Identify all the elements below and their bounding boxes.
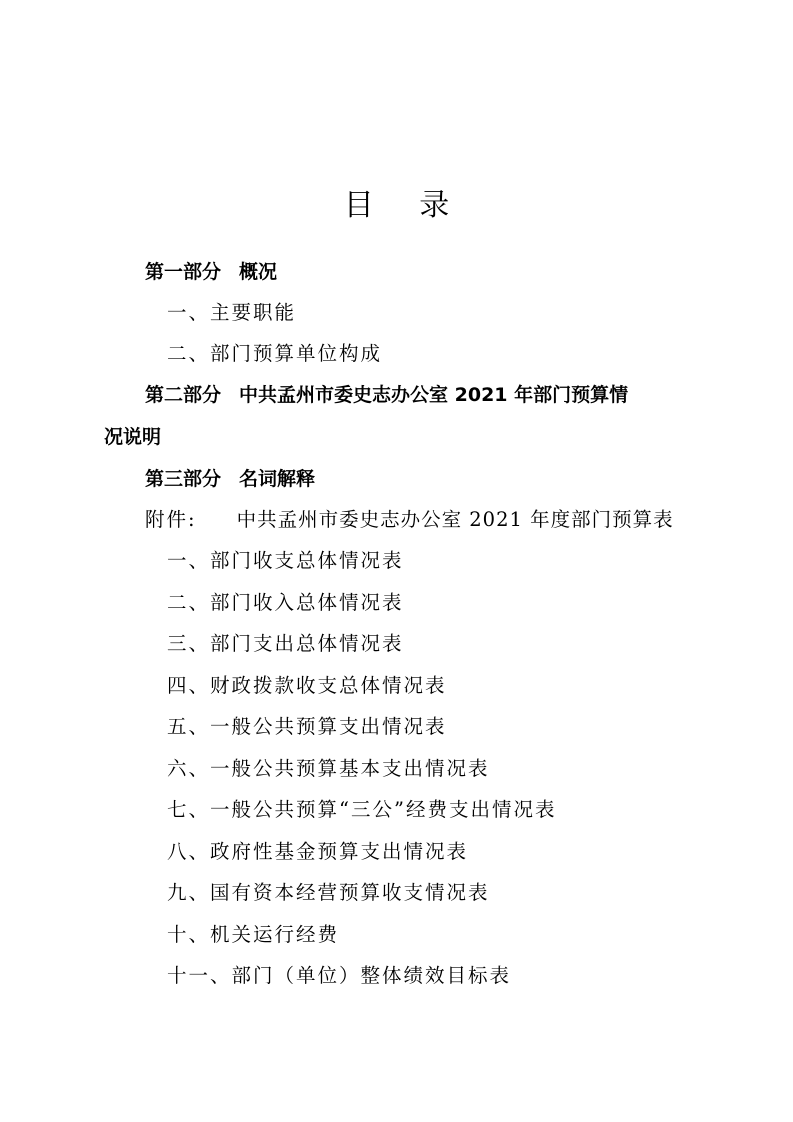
toc-part3-name: 名词解释 — [239, 468, 316, 490]
toc-appendix-item: 三、部门支出总体情况表 — [167, 632, 404, 655]
toc-appendix-item: 十、机关运行经费 — [167, 923, 340, 946]
toc-part1-name: 概况 — [239, 261, 278, 283]
toc-appendix-title: 中共孟州市委史志办公室 2021 年度部门预算表 — [236, 508, 674, 531]
toc-appendix-item: 八、政府性基金预算支出情况表 — [167, 840, 469, 863]
toc-appendix-item: 四、财政拨款收支总体情况表 — [167, 674, 447, 697]
toc-item: 二、部门预算单位构成 — [167, 342, 383, 365]
toc-appendix-item: 七、一般公共预算“三公”经费支出情况表 — [167, 798, 557, 821]
toc-appendix-item: 十一、部门（单位）整体绩效目标表 — [167, 964, 512, 987]
toc-part3-label: 第三部分 — [145, 468, 222, 490]
toc-part3-heading — [145, 465, 315, 493]
toc-part2-heading — [145, 381, 628, 409]
toc-appendix-item: 九、国有资本经营预算收支情况表 — [167, 881, 490, 904]
toc-appendix-item: 一、部门收支总体情况表 — [167, 549, 404, 572]
toc-part1-heading — [145, 258, 277, 286]
toc-part1-label: 第一部分 — [145, 261, 222, 283]
toc-appendix-heading — [145, 506, 674, 534]
toc-part2-name: 中共孟州市委史志办公室 2021 年部门预算情 — [239, 384, 629, 406]
toc-appendix-label: 附件: — [145, 508, 197, 531]
toc-part2-name-continued: 况说明 — [104, 426, 162, 448]
toc-item: 一、主要职能 — [167, 301, 297, 324]
toc-appendix-item: 六、一般公共预算基本支出情况表 — [167, 757, 490, 780]
page-title: 目 录 — [343, 188, 468, 223]
toc-part2-label: 第二部分 — [145, 384, 222, 406]
toc-appendix-item: 二、部门收入总体情况表 — [167, 591, 404, 614]
toc-appendix-item: 五、一般公共预算支出情况表 — [167, 715, 447, 738]
